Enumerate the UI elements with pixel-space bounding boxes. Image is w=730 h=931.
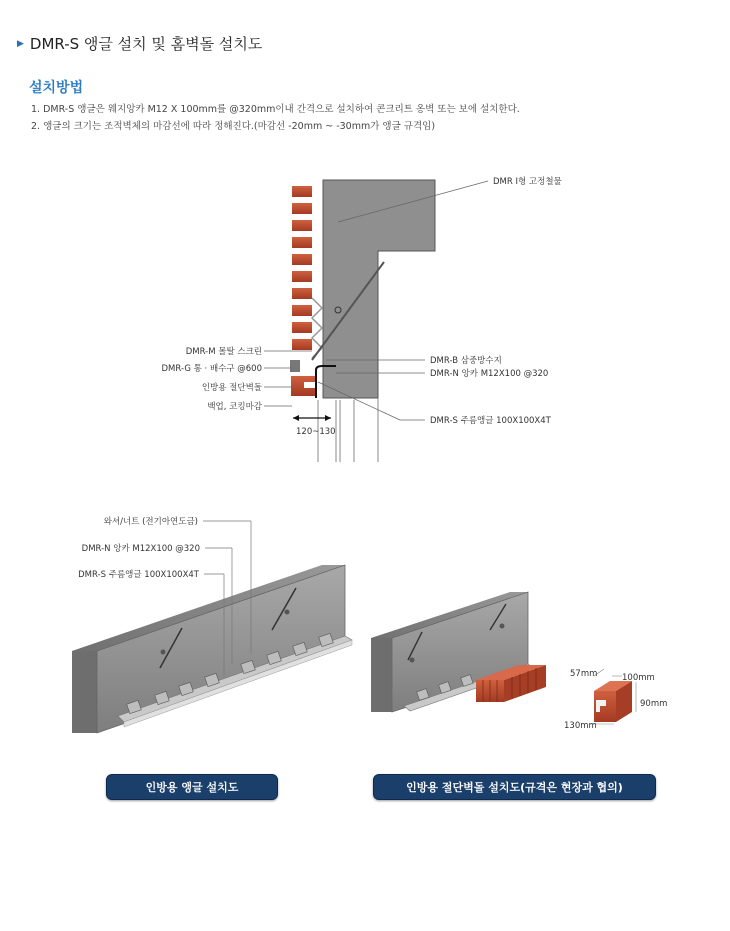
label-washer: 와셔/너트 (전기아연도금) [103,517,198,527]
description-line-2: 2. 앵글의 크기는 조적벽체의 마감선에 따라 정해진다.(마감선 -20mm ~ -30mm가 앵글 규격임) [31,121,436,132]
section-heading: 설치방법 [29,80,84,96]
label-iso-angle: DMR-S 주름앵글 100X100X4T [78,570,199,580]
iso-diagram-left [72,516,352,733]
page-title-text: DMR-S 앵글 설치 및 홈벽돌 설치도 [29,35,263,53]
label-iso-anchor: DMR-N 앙카 M12X100 @320 [81,544,200,554]
iso-diagram-right [371,592,546,712]
label-waterproof: DMR-B 삼중방수지 [430,356,502,366]
description-line-1: 1. DMR-S 앵글은 웨지앙카 M12 X 100mm를 @320mm이내 간격으로 설치하여 콘크리트 옹벽 또는 보에 설치한다. [31,104,520,115]
brick-detail [564,669,667,731]
label-angle: DMR-S 주름앵글 100X100X4T [430,416,551,426]
dim-90: 90mm [640,699,668,709]
triangle-bullet-icon: ▶ [17,38,24,49]
label-anchor: DMR-N 앙카 M12X100 @320 [430,369,549,379]
dim-100: 100mm [622,673,655,683]
label-cut-brick: 인방용 절단벽돌 [201,383,262,393]
concrete-beam [323,180,435,398]
cut-brick [291,376,316,396]
label-drain: DMR-G 통 · 배수구 @600 [161,364,262,374]
label-fixture: DMR I형 고정철물 [493,177,562,187]
dim-130: 130mm [564,721,597,731]
dim-57: 57mm [570,669,598,679]
drain-block [290,360,300,372]
label-dimension: 120~130 [296,427,336,437]
label-mortar-screen: DMR-M 몰탈 스크린 [185,347,262,357]
brick-stack [292,186,312,350]
lintel-angle-button[interactable]: 인방용 앵글 설치도 [106,774,278,800]
label-backup: 백업, 코킹마감 [207,402,262,412]
section-diagram [162,176,563,462]
lintel-brick-button[interactable]: 인방용 절단벽돌 설치도(규격은 현장과 협의) [373,774,656,800]
